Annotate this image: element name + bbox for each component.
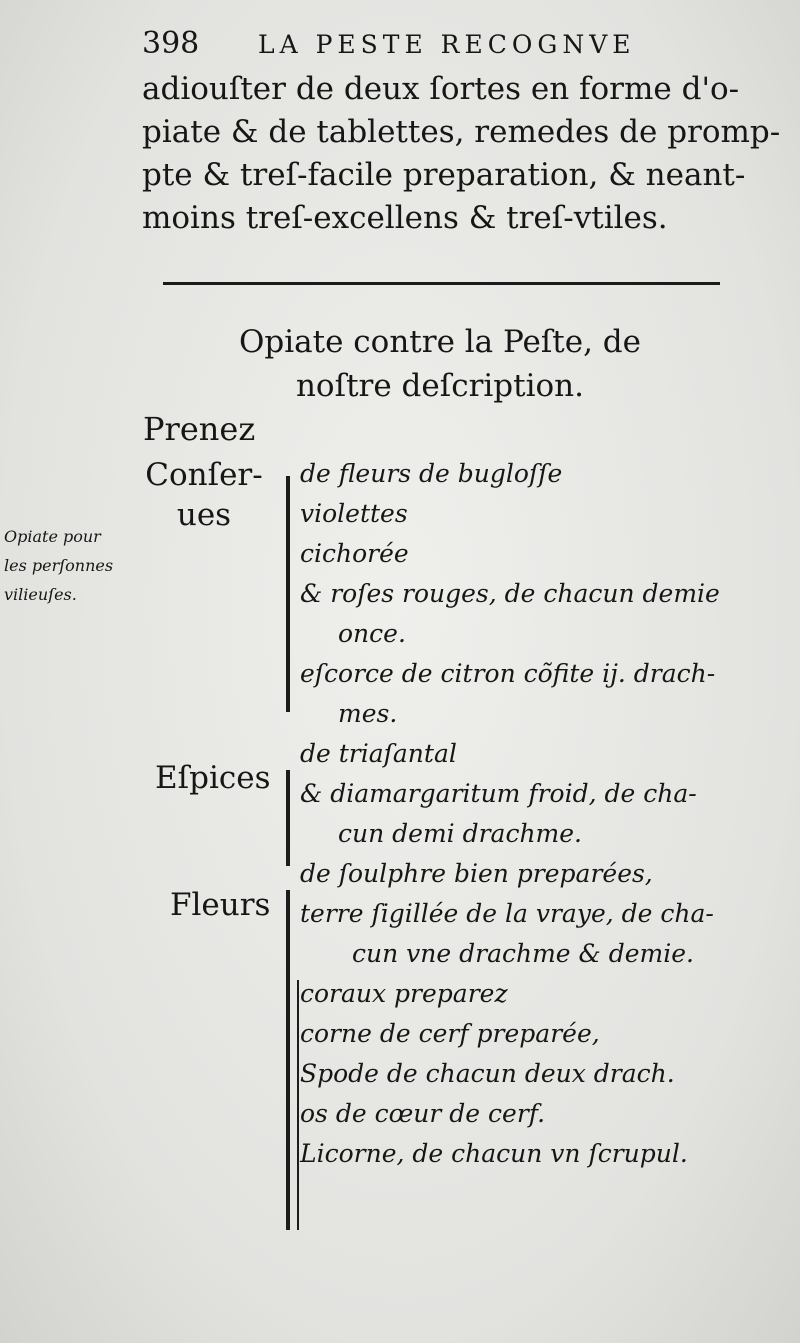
running-title: LA PESTE RECOGNVE [258,30,636,59]
section-divider [163,282,720,285]
intro-line: adiouſter de deux ſortes en forme d'o- [142,71,740,107]
prenez-label: Prenez [143,410,256,448]
ingredient-line: os de cœur de cerf. [300,1099,546,1128]
heading-line: Opiate contre la Peſte, de [238,324,642,360]
ingredient-line: Licorne, de chacun vn ſcrupul. [300,1139,688,1168]
ingredient-line: de fleurs de bugloſſe [300,459,563,488]
category-conserves [144,455,264,535]
ingredient-line: cichorée [300,539,409,568]
page-number: 398 [142,26,200,61]
intro-paragraph [142,68,781,240]
ingredient-line: Spode de chacun deux drach. [300,1059,675,1088]
margin-note [4,522,154,609]
ingredient-line: & diamargaritum froid, de cha- [300,779,697,808]
intro-line: moins treſ-excellens & treſ-vtiles. [142,200,668,236]
page-header [142,22,742,62]
intro-line: piate & de tablettes, remedes de promp- [142,114,781,150]
ingredient-line: mes. [338,699,398,728]
ingredient-line: coraux preparez [300,979,508,1008]
heading-line: noſtre deſcription. [295,368,585,404]
margin-note-line: vilieuſes. [4,585,77,604]
brace-inner [297,980,299,1230]
ingredient-line: violettes [300,499,408,528]
ingredient-line: de ſoulphre bien preparées, [300,859,653,888]
margin-note-line: les perſonnes [4,556,114,575]
margin-note-line: Opiate pour [4,527,101,546]
category-line: ues [176,497,232,533]
intro-line: pte & treſ-facile preparation, & neant- [142,157,746,193]
ingredient-line: cun demi drachme. [338,819,583,848]
ingredient-line: & roſes rouges, de chacun demie [300,579,720,608]
ingredient-line: terre ſigillée de la vraye, de cha- [300,899,714,928]
ingredient-line: de triaſantal [300,739,457,768]
category-fleurs: Fleurs [170,887,271,923]
ingredient-line: once. [338,619,406,648]
ingredient-list [300,454,780,1174]
category-espices: Eſpices [155,760,271,796]
brace-espices [286,770,290,866]
brace-fleurs [286,890,290,1230]
recipe-heading [230,320,650,408]
ingredient-line: eſcorce de citron cõfite ij. drach- [300,659,716,688]
ingredient-line: cun vne drachme & demie. [352,939,694,968]
category-line: Conſer- [145,457,263,493]
ingredient-line: corne de cerf preparée, [300,1019,600,1048]
brace-conserves [286,476,290,712]
